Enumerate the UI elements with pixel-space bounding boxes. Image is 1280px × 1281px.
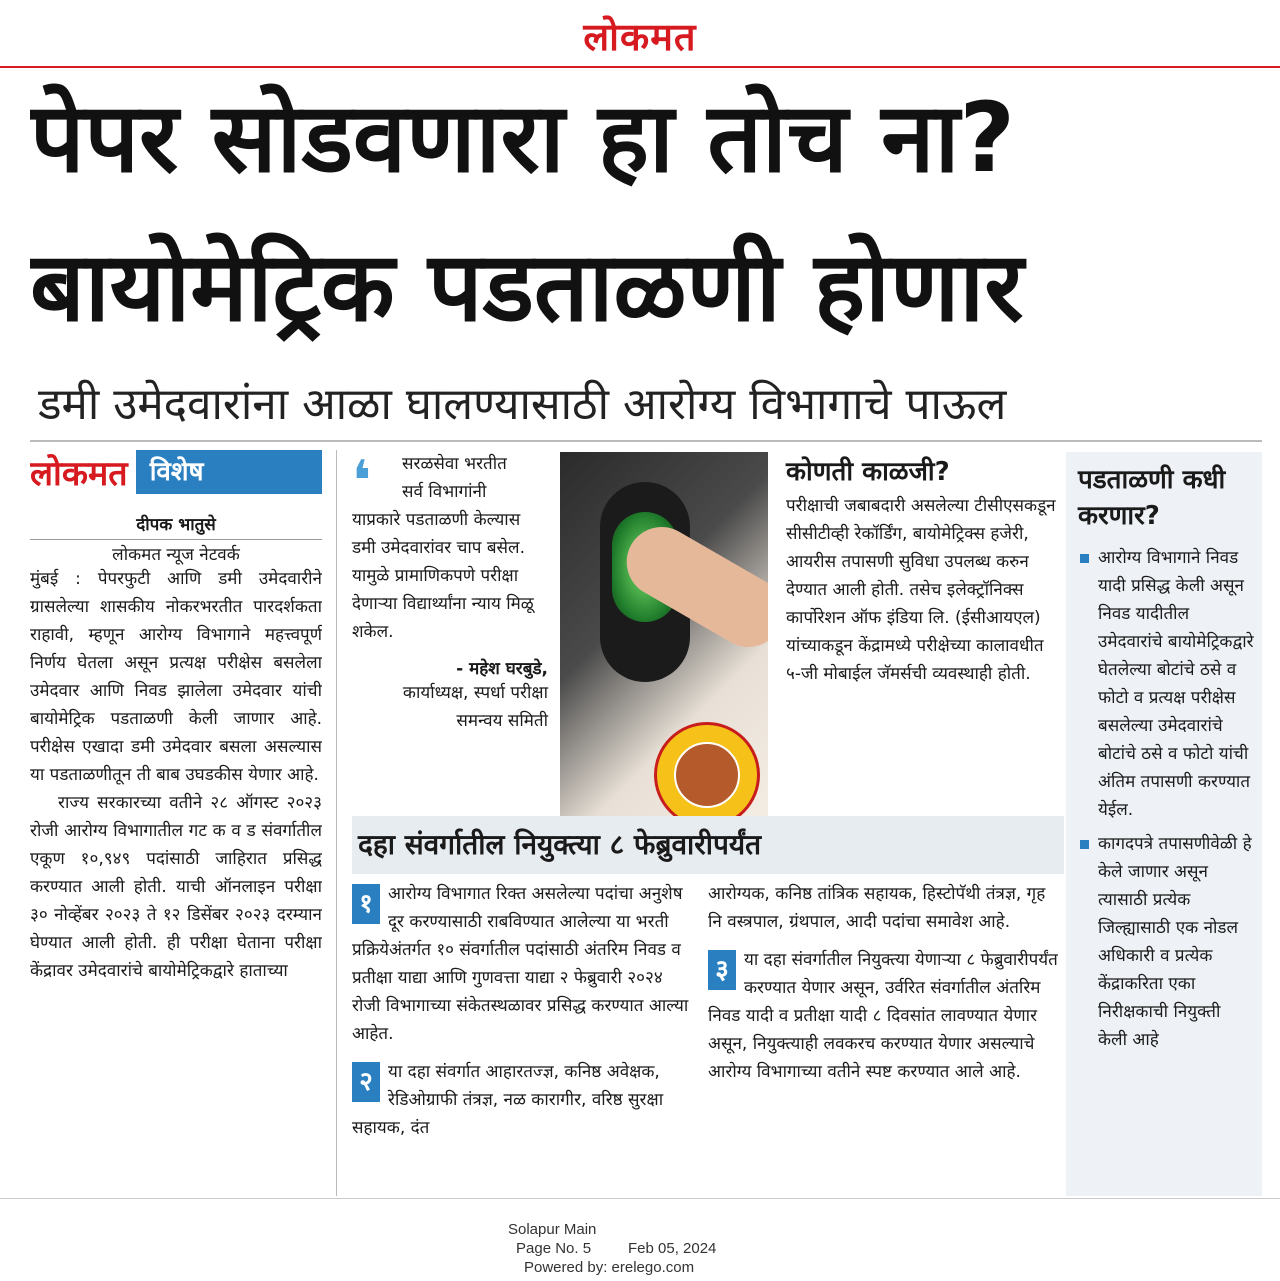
divider: [30, 440, 1262, 442]
paragraph-continuation: आरोग्यक, कनिष्ठ तांत्रिक सहायक, हिस्टोपॅथी तंत्रज्ञ, गृह नि वस्त्रपाल, ग्रंथपाल, आदी पदांचा समावेश आहे.: [708, 884, 1046, 932]
quote-box: [352, 450, 548, 820]
numbered-paragraph: [352, 880, 690, 1048]
edition-label: Solapur Main: [508, 1221, 597, 1238]
publish-date: Feb 05, 2024: [628, 1240, 717, 1257]
article-paragraph: राज्य सरकारच्या वतीने २८ ऑगस्ट २०२३ रोजी आरोग्य विभागातील गट क व ड संवर्गातील एकूण १०,९४९ पदांसाठी जाहिरात प्रसिद्ध करण्यात आली होती. याची ऑनलाइन परीक्षा ३० नोव्हेंबर २०२३ ते १२ डिसेंबर २०२३ दरम्यान घेण्यात आली होती. ही परीक्षा घेताना परीक्षा केंद्रावर उमेदवारांचे बायोमेट्रिकद्वारे हाताच्या: [30, 793, 322, 981]
headline-line-1: पेपर सोडवणारा हा तोच ना?: [30, 82, 1016, 194]
masthead-logo: लोकमत: [583, 15, 697, 59]
special-tag: विशेष: [136, 450, 322, 494]
appointments-heading: दहा संवर्गातील नियुक्त्या ८ फेब्रुवारीपर्यंत: [352, 816, 1064, 874]
appointments-column-2: [708, 880, 1058, 1096]
sidebar-title: पडताळणी कधी करणार?: [1078, 465, 1226, 531]
masthead: [0, 0, 1280, 68]
number-badge: २: [352, 1062, 380, 1102]
brand-logo: लोकमत: [30, 454, 128, 494]
footer: [0, 1198, 1280, 1281]
subheadline: डमी उमेदवारांना आळा घालण्यासाठी आरोग्य विभागाचे पाऊल: [38, 379, 1007, 430]
article-paragraph: मुंबई : पेपरफुटी आणि डमी उमेदवारीने ग्रासलेल्या शासकीय नोकरभरतीत पारदर्शकता राहावी, म्हणून आरोग्य विभागाने महत्त्वपूर्ण निर्णय घेतला असून प्रत्यक्ष परीक्षेस बसलेला उमेदवार आणि निवड झालेला उमेदवार यांची बायोमेट्रिक पडताळणी केली जाणार आहे. परीक्षेस एखादा डमी उमेदवार बसला असल्यास या पडताळणीतून ती बाब उघडकीस येणार आहे.: [30, 569, 322, 785]
brand-row: [30, 448, 322, 496]
watermark-badge: [654, 722, 760, 828]
sidebar-bullet: कागदपत्रे तपासणीवेळी हे केले जाणार असून त्यासाठी प्रत्येक जिल्ह्यासाठी एक नोडल अधिकारी व प्रत्येक केंद्राकरिता एका निरीक्षकाची नियुक्ती केली आहे: [1066, 830, 1262, 1054]
quote-role: कार्याध्यक्ष, स्पर्धा परीक्षा: [402, 683, 548, 703]
numbered-paragraph: [352, 1058, 690, 1142]
paragraph-text: आरोग्य विभागात रिक्त असलेल्या पदांचा अनुशेष दूर करण्यासाठी राबविण्यात आलेल्या या भरती प्रक्रियेअंतर्गत १० संवर्गातील पदांसाठी अंतरिम निवड व प्रतीक्षा याद्या आणि गुणवत्ता याद्या २ फेब्रुवारी २०२४ रोजी विभागाच्या संकेतस्थळावर प्रसिद्ध करण्यात आल्या आहेत.: [352, 884, 689, 1044]
badge-portrait: [674, 742, 740, 808]
paragraph-text: या दहा संवर्गातील नियुक्त्या येणाऱ्या ८ फेब्रुवारीपर्यंत करण्यात येणार असून, उर्वरित संवर्गातील अंतरिम निवड यादी व प्रतीक्षा यादी ८ दिवसांत लावण्यात येणार असून, नियुक्त्याही लवकरच करण्यात येणार असल्याचे आरोग्य विभागाच्या वतीने स्पष्ट करण्यात आले आहे.: [708, 950, 1058, 1082]
quote-author: - महेश घरबुडे,: [456, 659, 548, 679]
left-column: [30, 448, 322, 1196]
care-section: [786, 452, 1056, 688]
number-badge: १: [352, 884, 380, 924]
divider: [336, 450, 337, 1196]
powered-by: Powered by: erelego.com: [524, 1259, 695, 1276]
quote-line: सरळसेवा भरतीत: [402, 454, 507, 474]
numbered-paragraph: [708, 946, 1058, 1086]
article-body: [30, 565, 322, 985]
author-name: दीपक भातुसे: [136, 515, 216, 535]
quote-role: समन्वय समिती: [456, 711, 548, 731]
verification-sidebar: [1066, 452, 1262, 1196]
sidebar-bullet: आरोग्य विभागाने निवड यादी प्रसिद्ध केली असून निवड यादीतील उमेदवारांचे बायोमेट्रिकद्वारे घेतलेल्या बोटांचे ठसे व फोटो व प्रत्यक्ष परीक्षेस बसलेल्या उमेदवारांचे बोटांचे ठसे व फोटो यांची अंतिम तपासणी करण्यात येईल.: [1066, 544, 1262, 824]
paragraph-text: या दहा संवर्गात आहारतज्ज्ञ, कनिष्ठ अवेक्षक, रेडिओग्राफी तंत्रज्ञ, नळ कारागीर, वरिष्ठ सुरक्षा सहायक, दंत: [352, 1062, 664, 1138]
quote-line: सर्व विभागांनी: [402, 482, 487, 502]
appointments-column-1: [352, 880, 690, 1152]
number-badge: ३: [708, 950, 736, 990]
care-title: कोणती काळजी?: [786, 457, 950, 487]
quote-icon: ❛: [352, 449, 372, 514]
headline-line-2: बायोमेट्रिक पडताळणी होणार: [30, 231, 1024, 343]
care-text: परीक्षाची जबाबदारी असलेल्या टीसीएसकडून सीसीटीव्ही रेकॉर्डिंग, बायोमेट्रिक्स हजेरी, आयरीस तपासणी सुविधा उपलब्ध करुन देण्यात आली होती. तसेच इलेक्ट्रॉनिक्स कार्पोरेशन ऑफ इंडिया लि. (ईसीआयएल) यांच्याकडून केंद्रामध्ये परीक्षेच्या कालावधीत ५-जी मोबाईल जॅमर्सची व्यवस्थाही होती.: [786, 496, 1056, 684]
page-number: Page No. 5: [516, 1240, 592, 1257]
quote-line: याप्रकारे पडताळणी केल्यास डमी उमेदवारांवर चाप बसेल. यामुळे प्रामाणिकपणे परीक्षा देणाऱ्या विद्यार्थ्यांना न्याय मिळू शकेल.: [352, 510, 534, 642]
news-network: लोकमत न्यूज नेटवर्क: [30, 539, 322, 565]
